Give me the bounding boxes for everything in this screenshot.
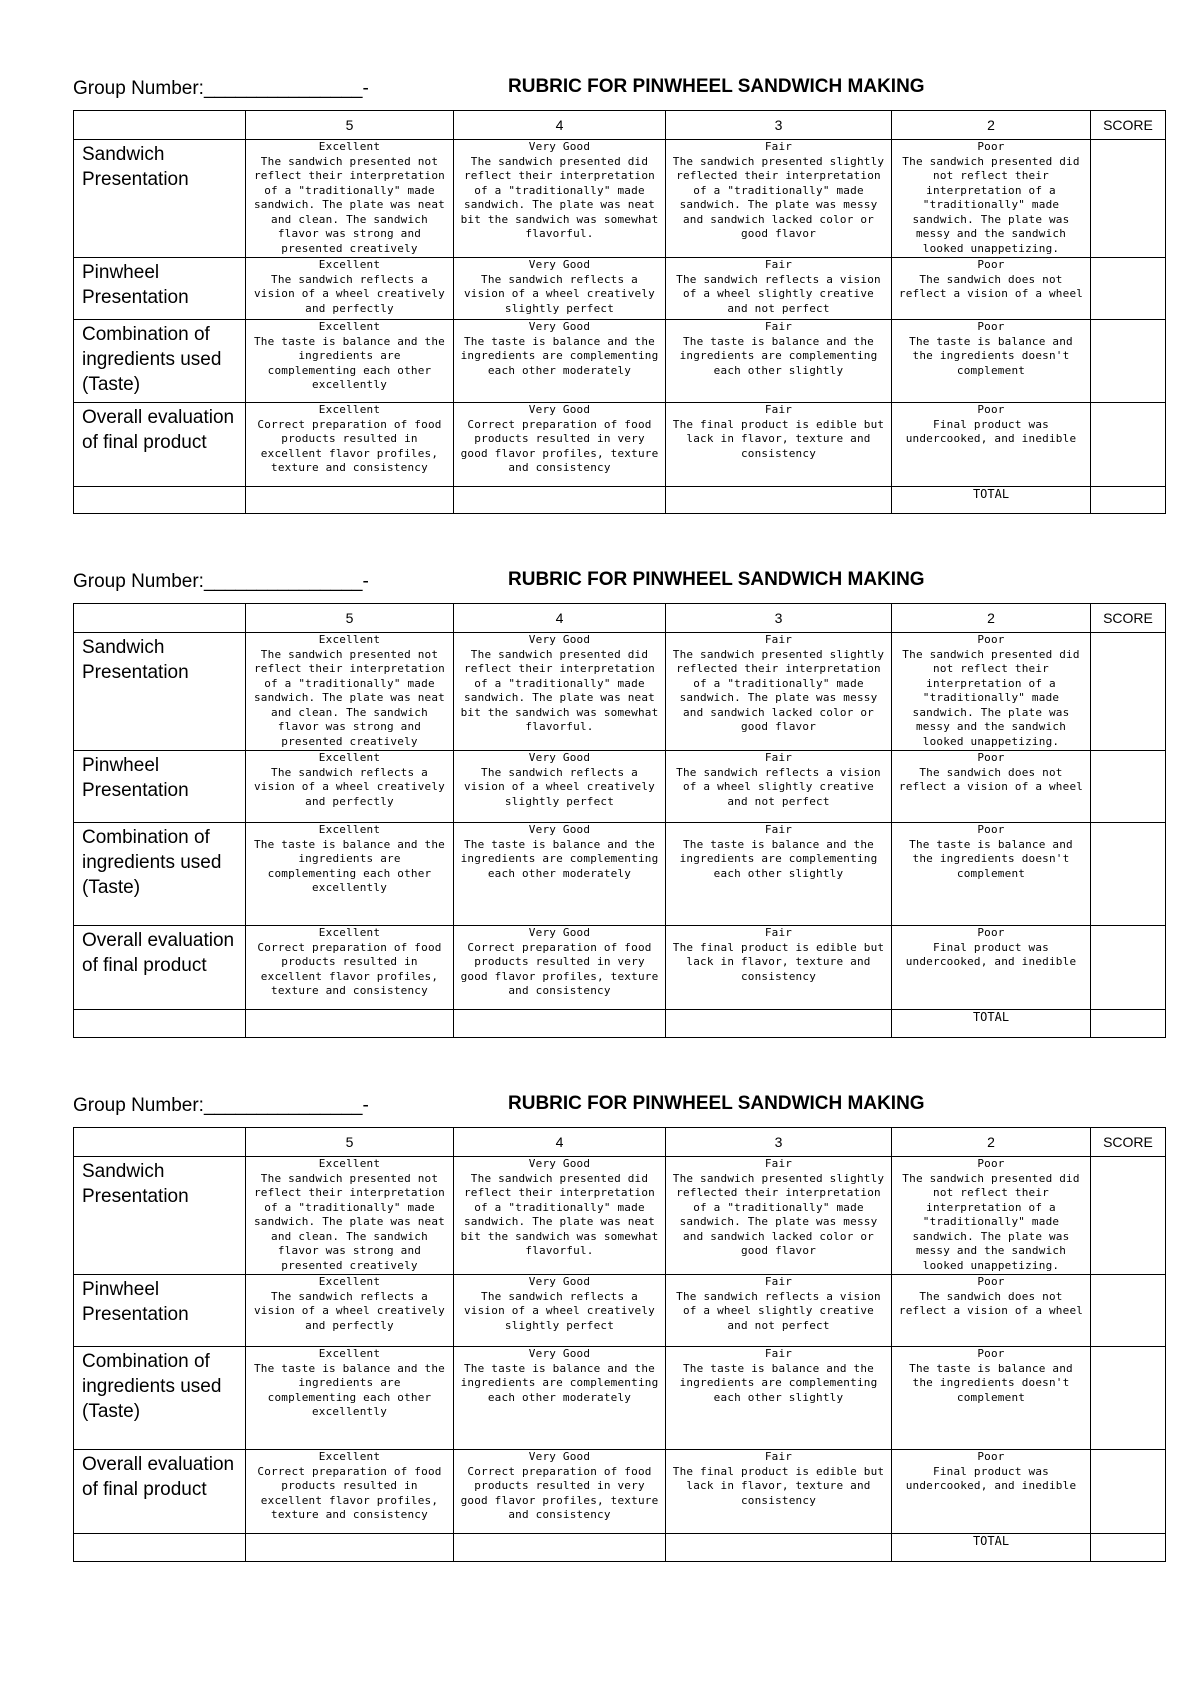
rating-description: The taste is balance and the ingredients doesn't complement <box>909 837 1073 880</box>
rubric-table <box>73 110 1166 514</box>
score-level-header: 4 <box>454 1128 666 1157</box>
score-input-cell[interactable] <box>1091 403 1166 487</box>
rubric-title: RUBRIC FOR PINWHEEL SANDWICH MAKING <box>508 1093 925 1114</box>
criterion-row <box>74 1275 1166 1347</box>
rating-level-label: Poor <box>977 1275 1005 1288</box>
rubric-descriptor-cell <box>246 258 454 320</box>
rating-level-label: Fair <box>764 751 793 764</box>
rubric-descriptor-cell <box>666 403 892 487</box>
rubric-descriptor-cell <box>246 926 454 1010</box>
score-column-header: SCORE <box>1091 604 1166 633</box>
rating-description: Correct preparation of food products resulted in very good flavor profiles, texture and consistency <box>460 1464 659 1521</box>
empty-cell <box>246 487 454 514</box>
rating-description: The taste is balance and the ingredients are complementing each other slightly <box>679 837 878 880</box>
rubric-descriptor-cell <box>666 823 892 926</box>
rubric-descriptor-cell <box>666 751 892 823</box>
rating-level-label: Very Good <box>528 1450 591 1463</box>
rubric-descriptor-cell <box>666 1275 892 1347</box>
score-header-row <box>74 604 1166 633</box>
criterion-row <box>74 258 1166 320</box>
rubric-descriptor-cell <box>454 633 666 751</box>
criterion-name: Overall evaluation of final product <box>74 1450 246 1534</box>
rating-description: The sandwich presented did reflect their interpretation of a "traditionally" made sandwich. The plate was neat bit the sandwich was somewhat flavorful. <box>460 647 659 733</box>
criterion-row <box>74 403 1166 487</box>
total-score-cell[interactable] <box>1091 487 1166 514</box>
score-input-cell[interactable] <box>1091 1275 1166 1347</box>
rating-description: The taste is balance and the ingredients are complementing each other moderately <box>460 837 659 880</box>
rubric-table <box>73 603 1166 1038</box>
rating-level-label: Excellent <box>318 140 381 153</box>
rating-description: The sandwich presented did not reflect their interpretation of a "traditionally" made sandwich. The plate was messy and the sandwich looked unappetizing. <box>902 647 1080 748</box>
score-input-cell[interactable] <box>1091 258 1166 320</box>
criterion-row <box>74 751 1166 823</box>
total-row <box>74 1010 1166 1038</box>
rating-level-label: Very Good <box>528 258 591 271</box>
score-level-header: 5 <box>246 604 454 633</box>
rating-level-label: Excellent <box>318 823 381 836</box>
rating-level-label: Very Good <box>528 140 591 153</box>
rating-description: Final product was undercooked, and inedible <box>905 417 1077 445</box>
total-label: TOTAL <box>892 1010 1091 1038</box>
rating-level-label: Fair <box>764 926 793 939</box>
rating-level-label: Poor <box>977 140 1005 153</box>
rating-level-label: Very Good <box>528 633 591 646</box>
criterion-row <box>74 926 1166 1010</box>
rating-description: The taste is balance and the ingredients are complementing each other excellently <box>253 334 446 391</box>
rubric-descriptor-cell <box>454 1157 666 1275</box>
rubric-descriptor-cell <box>892 751 1091 823</box>
rating-level-label: Poor <box>977 1347 1005 1360</box>
rating-description: The sandwich reflects a vision of a wheel creatively and perfectly <box>253 272 446 315</box>
rubric-descriptor-cell <box>666 1347 892 1450</box>
rubric-descriptor-cell <box>246 1450 454 1534</box>
rating-level-label: Poor <box>977 403 1005 416</box>
score-input-cell[interactable] <box>1091 1450 1166 1534</box>
rating-level-label: Fair <box>764 140 793 153</box>
rating-description: Final product was undercooked, and inedible <box>905 940 1077 968</box>
rating-description: The sandwich presented did not reflect their interpretation of a "traditionally" made sandwich. The plate was messy and the sandwich looked unappetizing. <box>902 154 1080 255</box>
total-label: TOTAL <box>892 1534 1091 1562</box>
rating-level-label: Fair <box>764 1157 793 1170</box>
empty-cell <box>246 1534 454 1562</box>
rubric-descriptor-cell <box>454 926 666 1010</box>
score-header-row <box>74 111 1166 140</box>
rubric-descriptor-cell <box>666 1450 892 1534</box>
rubric-descriptor-cell <box>246 1157 454 1275</box>
rubric-descriptor-cell <box>666 140 892 258</box>
rubric-block-1 <box>73 74 1165 514</box>
criterion-name: Sandwich Presentation <box>74 140 246 258</box>
rubric-descriptor-cell <box>454 140 666 258</box>
total-row <box>74 1534 1166 1562</box>
criterion-name: Pinwheel Presentation <box>74 258 246 320</box>
rubric-title: RUBRIC FOR PINWHEEL SANDWICH MAKING <box>508 569 925 590</box>
empty-cell <box>74 1534 246 1562</box>
rating-description: The final product is edible but lack in flavor, texture and consistency <box>672 940 885 983</box>
rating-level-label: Fair <box>764 633 793 646</box>
rating-description: The sandwich presented slightly reflected their interpretation of a "traditionally" made sandwich. The plate was messy and sandwich lacked color or good flavor <box>672 1171 885 1257</box>
rating-level-label: Fair <box>764 1275 793 1288</box>
rating-description: Correct preparation of food products resulted in very good flavor profiles, texture and consistency <box>460 417 659 474</box>
rating-level-label: Fair <box>764 1450 793 1463</box>
rubric-descriptor-cell <box>666 320 892 403</box>
rating-description: The sandwich presented slightly reflected their interpretation of a "traditionally" made sandwich. The plate was messy and sandwich lacked color or good flavor <box>672 647 885 733</box>
rubric-descriptor-cell <box>246 403 454 487</box>
empty-cell <box>246 1010 454 1038</box>
empty-cell <box>454 1010 666 1038</box>
score-level-header: 2 <box>892 604 1091 633</box>
rubric-block-2 <box>73 567 1165 1038</box>
rating-level-label: Fair <box>764 258 793 271</box>
rating-level-label: Poor <box>977 1450 1005 1463</box>
rubric-descriptor-cell <box>454 1450 666 1534</box>
rubric-descriptor-cell <box>892 140 1091 258</box>
criterion-name: Combination of ingredients used (Taste) <box>74 823 246 926</box>
total-label: TOTAL <box>892 487 1091 514</box>
score-level-header: 2 <box>892 111 1091 140</box>
score-level-header: 4 <box>454 604 666 633</box>
rating-description: The taste is balance and the ingredients are complementing each other moderately <box>460 1361 659 1404</box>
rating-description: The sandwich reflects a vision of a wheel slightly creative and not perfect <box>676 272 881 315</box>
criterion-row <box>74 1450 1166 1534</box>
rubric-descriptor-cell <box>246 1275 454 1347</box>
rubric-descriptor-cell <box>892 1157 1091 1275</box>
rating-level-label: Excellent <box>318 1157 381 1170</box>
score-input-cell[interactable] <box>1091 320 1166 403</box>
rating-level-label: Excellent <box>318 258 381 271</box>
rating-description: Correct preparation of food products resulted in excellent flavor profiles, texture and consistency <box>257 940 442 997</box>
rubric-descriptor-cell <box>454 751 666 823</box>
rubric-descriptor-cell <box>892 1275 1091 1347</box>
rating-level-label: Poor <box>977 633 1005 646</box>
group-number-label: Group Number:_______________- <box>73 571 369 592</box>
rating-description: The sandwich reflects a vision of a wheel creatively slightly perfect <box>463 272 656 315</box>
criterion-row <box>74 633 1166 751</box>
rubric-descriptor-cell <box>246 140 454 258</box>
rating-description: The taste is balance and the ingredients are complementing each other moderately <box>460 334 659 377</box>
total-row <box>74 487 1166 514</box>
rating-description: The sandwich reflects a vision of a wheel creatively and perfectly <box>253 765 446 808</box>
score-level-header: 5 <box>246 1128 454 1157</box>
rating-description: The taste is balance and the ingredients are complementing each other excellently <box>253 1361 446 1418</box>
score-level-header: 4 <box>454 111 666 140</box>
rating-level-label: Very Good <box>528 1275 591 1288</box>
criterion-name: Pinwheel Presentation <box>74 1275 246 1347</box>
rubric-descriptor-cell <box>666 926 892 1010</box>
rating-description: The sandwich presented did not reflect their interpretation of a "traditionally" made sandwich. The plate was messy and the sandwich looked unappetizing. <box>902 1171 1080 1272</box>
criterion-row <box>74 320 1166 403</box>
rating-description: The sandwich presented did reflect their interpretation of a "traditionally" made sandwich. The plate was neat bit the sandwich was somewhat flavorful. <box>460 1171 659 1257</box>
rating-description: The taste is balance and the ingredients are complementing each other slightly <box>679 1361 878 1404</box>
empty-cell <box>666 487 892 514</box>
rating-description: The sandwich presented not reflect their interpretation of a "traditionally" made sandwich. The plate was neat and clean. The sandwich flavor was strong and presented creatively <box>253 1171 446 1272</box>
group-number-label: Group Number:_______________- <box>73 78 369 99</box>
rubric-descriptor-cell <box>892 823 1091 926</box>
rubric-header <box>73 567 1165 603</box>
criterion-name: Overall evaluation of final product <box>74 403 246 487</box>
rating-description: Final product was undercooked, and inedible <box>905 1464 1077 1492</box>
rating-level-label: Excellent <box>318 926 381 939</box>
rating-level-label: Poor <box>977 320 1005 333</box>
rating-description: The sandwich reflects a vision of a wheel creatively and perfectly <box>253 1289 446 1332</box>
rating-level-label: Fair <box>764 1347 793 1360</box>
rubric-descriptor-cell <box>454 1347 666 1450</box>
score-input-cell[interactable] <box>1091 1347 1166 1450</box>
rubric-descriptor-cell <box>892 258 1091 320</box>
criterion-row <box>74 1157 1166 1275</box>
rating-description: The sandwich does not reflect a vision of a wheel <box>898 272 1084 300</box>
rubric-descriptor-cell <box>892 1347 1091 1450</box>
rating-level-label: Very Good <box>528 1157 591 1170</box>
rubric-descriptor-cell <box>246 633 454 751</box>
rating-description: The sandwich does not reflect a vision of a wheel <box>898 1289 1084 1317</box>
criterion-name: Combination of ingredients used (Taste) <box>74 320 246 403</box>
rubric-descriptor-cell <box>892 320 1091 403</box>
rating-description: The taste is balance and the ingredients are complementing each other slightly <box>679 334 878 377</box>
rating-level-label: Very Good <box>528 320 591 333</box>
rating-description: The sandwich presented did reflect their interpretation of a "traditionally" made sandwich. The plate was neat bit the sandwich was somewhat flavorful. <box>460 154 659 240</box>
group-number-label: Group Number:_______________- <box>73 1095 369 1116</box>
empty-corner-cell <box>74 111 246 140</box>
empty-cell <box>454 1534 666 1562</box>
rubric-descriptor-cell <box>892 926 1091 1010</box>
rating-description: The sandwich presented slightly reflected their interpretation of a "traditionally" made sandwich. The plate was messy and sandwich lacked color or good flavor <box>672 154 885 240</box>
rubric-descriptor-cell <box>892 633 1091 751</box>
rubric-table <box>73 1127 1166 1562</box>
rubric-descriptor-cell <box>666 633 892 751</box>
rating-description: Correct preparation of food products resulted in excellent flavor profiles, texture and consistency <box>257 417 442 474</box>
score-input-cell[interactable] <box>1091 751 1166 823</box>
rating-level-label: Very Good <box>528 403 591 416</box>
score-input-cell[interactable] <box>1091 823 1166 926</box>
rubric-title: RUBRIC FOR PINWHEEL SANDWICH MAKING <box>508 76 925 97</box>
total-score-cell[interactable] <box>1091 1534 1166 1562</box>
empty-cell <box>74 487 246 514</box>
rating-level-label: Very Good <box>528 823 591 836</box>
rating-description: The sandwich reflects a vision of a wheel creatively slightly perfect <box>463 1289 656 1332</box>
score-level-header: 3 <box>666 111 892 140</box>
rating-description: The final product is edible but lack in flavor, texture and consistency <box>672 417 885 460</box>
score-level-header: 3 <box>666 1128 892 1157</box>
score-input-cell[interactable] <box>1091 633 1166 751</box>
criterion-name: Overall evaluation of final product <box>74 926 246 1010</box>
score-level-header: 3 <box>666 604 892 633</box>
rubric-descriptor-cell <box>454 403 666 487</box>
score-input-cell[interactable] <box>1091 140 1166 258</box>
empty-cell <box>666 1534 892 1562</box>
rubric-descriptor-cell <box>454 1275 666 1347</box>
rating-level-label: Very Good <box>528 751 591 764</box>
rating-level-label: Fair <box>764 320 793 333</box>
score-level-header: 5 <box>246 111 454 140</box>
empty-corner-cell <box>74 604 246 633</box>
criterion-row <box>74 823 1166 926</box>
criterion-name: Sandwich Presentation <box>74 1157 246 1275</box>
score-input-cell[interactable] <box>1091 1157 1166 1275</box>
rating-level-label: Excellent <box>318 403 381 416</box>
rubric-descriptor-cell <box>246 1347 454 1450</box>
criterion-name: Combination of ingredients used (Taste) <box>74 1347 246 1450</box>
empty-cell <box>666 1010 892 1038</box>
empty-cell <box>74 1010 246 1038</box>
rating-level-label: Very Good <box>528 926 591 939</box>
rating-level-label: Excellent <box>318 1275 381 1288</box>
rubric-descriptor-cell <box>454 258 666 320</box>
rating-description: The sandwich reflects a vision of a wheel slightly creative and not perfect <box>676 765 881 808</box>
score-column-header: SCORE <box>1091 1128 1166 1157</box>
total-score-cell[interactable] <box>1091 1010 1166 1038</box>
rubric-descriptor-cell <box>454 320 666 403</box>
rubric-block-3 <box>73 1091 1165 1562</box>
rating-level-label: Fair <box>764 823 793 836</box>
criterion-name: Sandwich Presentation <box>74 633 246 751</box>
rating-level-label: Poor <box>977 751 1005 764</box>
rating-level-label: Poor <box>977 258 1005 271</box>
empty-corner-cell <box>74 1128 246 1157</box>
rating-description: The sandwich does not reflect a vision of a wheel <box>898 765 1084 793</box>
rating-level-label: Fair <box>764 403 793 416</box>
rating-description: Correct preparation of food products resulted in very good flavor profiles, texture and consistency <box>460 940 659 997</box>
rubric-descriptor-cell <box>454 823 666 926</box>
score-column-header: SCORE <box>1091 111 1166 140</box>
rating-level-label: Excellent <box>318 633 381 646</box>
rubric-header <box>73 1091 1165 1127</box>
rating-description: The taste is balance and the ingredients doesn't complement <box>909 1361 1073 1404</box>
rating-description: The taste is balance and the ingredients doesn't complement <box>909 334 1073 377</box>
criterion-row <box>74 140 1166 258</box>
empty-cell <box>454 487 666 514</box>
rubric-descriptor-cell <box>892 403 1091 487</box>
rubric-descriptor-cell <box>666 258 892 320</box>
rating-level-label: Poor <box>977 926 1005 939</box>
criterion-row <box>74 1347 1166 1450</box>
rating-description: The taste is balance and the ingredients are complementing each other excellently <box>253 837 446 894</box>
rating-description: The final product is edible but lack in flavor, texture and consistency <box>672 1464 885 1507</box>
rating-level-label: Very Good <box>528 1347 591 1360</box>
score-input-cell[interactable] <box>1091 926 1166 1010</box>
rubric-descriptor-cell <box>246 823 454 926</box>
rubric-descriptor-cell <box>892 1450 1091 1534</box>
rubric-descriptor-cell <box>246 751 454 823</box>
score-header-row <box>74 1128 1166 1157</box>
rating-level-label: Excellent <box>318 1450 381 1463</box>
rubric-header <box>73 74 1165 110</box>
rating-level-label: Excellent <box>318 1347 381 1360</box>
rating-level-label: Excellent <box>318 751 381 764</box>
score-level-header: 2 <box>892 1128 1091 1157</box>
rating-description: Correct preparation of food products resulted in excellent flavor profiles, texture and consistency <box>257 1464 442 1521</box>
rubric-descriptor-cell <box>246 320 454 403</box>
rating-level-label: Excellent <box>318 320 381 333</box>
rating-level-label: Poor <box>977 1157 1005 1170</box>
rubric-descriptor-cell <box>666 1157 892 1275</box>
criterion-name: Pinwheel Presentation <box>74 751 246 823</box>
rating-description: The sandwich reflects a vision of a wheel slightly creative and not perfect <box>676 1289 881 1332</box>
rating-level-label: Poor <box>977 823 1005 836</box>
rating-description: The sandwich presented not reflect their interpretation of a "traditionally" made sandwich. The plate was neat and clean. The sandwich flavor was strong and presented creatively <box>253 647 446 748</box>
rating-description: The sandwich presented not reflect their interpretation of a "traditionally" made sandwich. The plate was neat and clean. The sandwich flavor was strong and presented creatively <box>253 154 446 255</box>
rating-description: The sandwich reflects a vision of a wheel creatively slightly perfect <box>463 765 656 808</box>
